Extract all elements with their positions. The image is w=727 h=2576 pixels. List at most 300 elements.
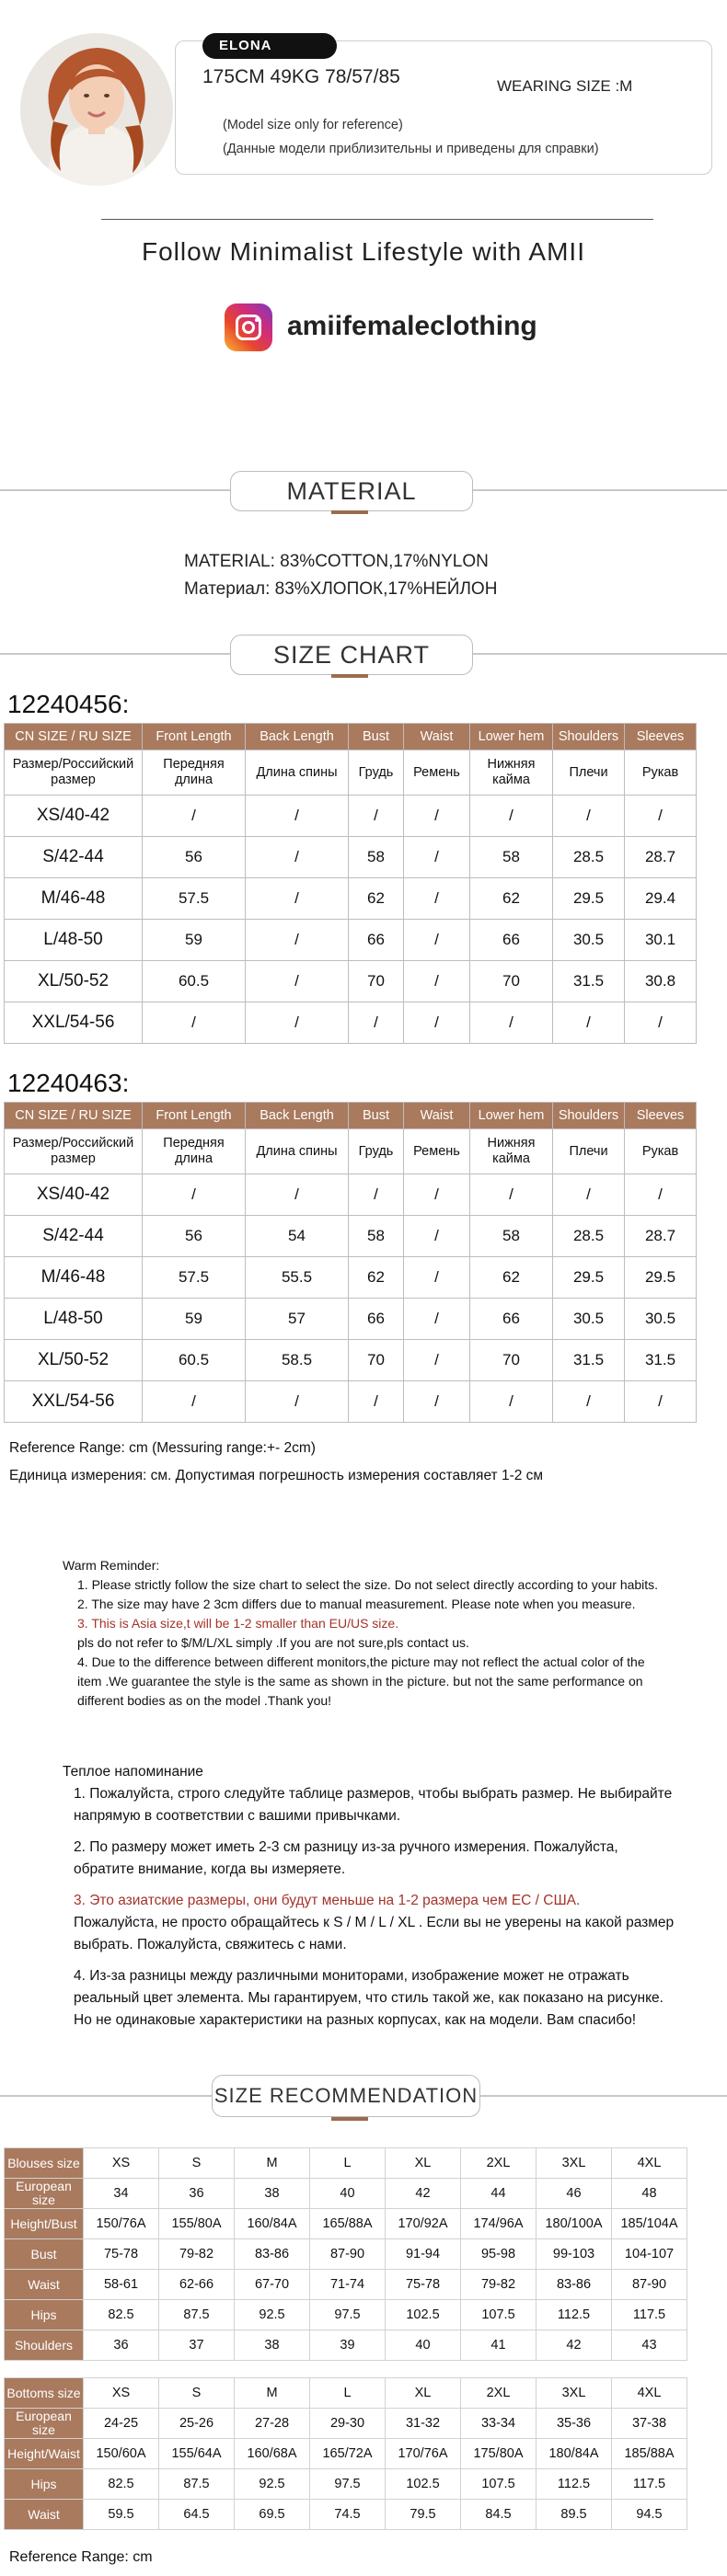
table-cell: L [310,2378,386,2409]
table-cell: 112.5 [537,2469,612,2500]
table-cell: 36 [84,2330,159,2361]
table-cell: 59 [143,920,246,961]
table-cell: 30.5 [553,920,625,961]
reminder-item: 4. Due to the difference between different monitors,the picture may not reflect the actual color of the item .We guarantee the style is the same as shown in the picture. but not the same performance on different bodies as on the model .Thank you! [77,1654,645,1708]
table-cell: 29.5 [625,1257,697,1299]
table-row [5,1216,697,1257]
warm-reminder-ru [63,1761,681,2032]
table-cell: 79-82 [159,2239,235,2270]
table-cell: 30.1 [625,920,697,961]
table-cell: 91-94 [386,2239,461,2270]
table-cell: 150/76A [84,2209,159,2239]
table-cell: 43 [612,2330,687,2361]
table-cell: 150/60A [84,2439,159,2469]
table-cell: 30.5 [625,1299,697,1340]
table-cell: 117.5 [612,2469,687,2500]
table-cell: 180/84A [537,2439,612,2469]
table-cell: 37 [159,2330,235,2361]
table-cell: 58.5 [246,1340,349,1381]
table-cell: / [404,1216,470,1257]
table-cell: XS [84,2378,159,2409]
table-cell: 82.5 [84,2300,159,2330]
table-cell: / [246,1381,349,1423]
table-cell: 29-30 [310,2409,386,2439]
reminder-item-highlight: 3. Это азиатские размеры, они будут меньше на 1-2 размера чем ЕС / США. [74,1893,581,1908]
size-label-cell: M/46-48 [5,878,143,920]
table-cell: 37-38 [612,2409,687,2439]
column-header-ru: Ремень [404,1129,470,1174]
table-cell: 3XL [537,2378,612,2409]
column-header: Lower hem [470,724,553,750]
column-header-ru: Нижняя кайма [470,750,553,796]
table-cell: 66 [349,1299,404,1340]
table-cell: / [404,920,470,961]
reference-range-ru: Единица измерения: см. Допустимая погрешность измерения составляет 1-2 см [9,1468,544,1483]
table-cell: 69.5 [235,2500,310,2530]
table-cell: / [246,1174,349,1216]
table-cell: / [143,1002,246,1044]
column-header: Lower hem [470,1103,553,1129]
row-label-cell: Hips [5,2469,84,2500]
table-cell: / [625,1002,697,1044]
column-header: Bust [349,724,404,750]
model-stats: 175CM 49KG 78/57/85 [202,66,400,87]
column-header-ru: Размер/Российский размер [5,750,143,796]
table-cell: 107.5 [461,2469,537,2500]
column-header-ru: Передняя длина [143,750,246,796]
wearing-size: WEARING SIZE :M [497,77,633,95]
table-row [5,1174,697,1216]
size-chart-header: SIZE CHART [230,635,473,675]
divider [101,219,653,220]
table-cell: / [470,1174,553,1216]
material-line-ru: Материал: 83%ХЛОПОК,17%НЕЙЛОН [184,579,498,599]
table-header-row [5,724,697,750]
size-chart-table-1 [4,723,697,1044]
table-cell: 40 [386,2330,461,2361]
size-label-cell: L/48-50 [5,920,143,961]
table-cell: 89.5 [537,2500,612,2530]
material-header: MATERIAL [230,471,473,511]
table-header-row [5,2148,687,2179]
table-cell: 33-34 [461,2409,537,2439]
table-cell: 28.5 [553,837,625,878]
table-cell: 55.5 [246,1257,349,1299]
column-header-ru: Ремень [404,750,470,796]
table-cell: / [553,1174,625,1216]
table-header-row-ru [5,1129,697,1174]
row-label-cell: Blouses size [5,2148,84,2179]
table-cell: 165/88A [310,2209,386,2239]
table-cell: 62-66 [159,2270,235,2300]
table-cell: 70 [349,961,404,1002]
table-cell: 58 [470,837,553,878]
column-header-ru: Длина спины [246,1129,349,1174]
table-cell: 46 [537,2179,612,2209]
table-cell: 24-25 [84,2409,159,2439]
column-header: Bust [349,1103,404,1129]
row-label-cell: Bottoms size [5,2378,84,2409]
table-cell: 95-98 [461,2239,537,2270]
product-code-2: 12240463: [7,1069,130,1097]
table-cell: 2XL [461,2148,537,2179]
bottoms-size-table [4,2377,687,2530]
column-header: CN SIZE / RU SIZE [5,1103,143,1129]
table-cell: 170/76A [386,2439,461,2469]
table-cell: 87.5 [159,2300,235,2330]
table-cell: 170/92A [386,2209,461,2239]
table-cell: / [404,1257,470,1299]
table-cell: / [404,961,470,1002]
table-cell: 185/88A [612,2439,687,2469]
size-label-cell: XS/40-42 [5,796,143,837]
table-cell: 97.5 [310,2300,386,2330]
slogan: Follow Minimalist Lifestyle with AMII [141,237,585,266]
table-cell: / [404,1299,470,1340]
table-row [5,2469,687,2500]
table-cell: 35-36 [537,2409,612,2439]
table-header-row [5,1103,697,1129]
reminder-item: 4. Из-за разницы между различными мониторами, изображение может не отражать реальный цвет элемента. Мы гарантируем, что стиль такой же, как показано на рисунке. Но не одинаковые характеристики на разных корпусах, как на модели. Вам спасибо! [74,1968,664,2028]
table-cell: 99-103 [537,2239,612,2270]
table-cell: 92.5 [235,2300,310,2330]
table-header-row [5,2378,687,2409]
model-avatar [20,33,173,186]
reminder-title: Теплое напоминание [63,1764,203,1780]
table-cell: 58-61 [84,2270,159,2300]
table-cell: 3XL [537,2148,612,2179]
table-cell: 40 [310,2179,386,2209]
column-header-ru: Длина спины [246,750,349,796]
table-cell: 29.5 [553,1257,625,1299]
table-cell: / [404,1340,470,1381]
table-cell: 185/104A [612,2209,687,2239]
table-cell: / [404,837,470,878]
warm-reminder-en [63,1556,670,1711]
instagram-icon [225,303,272,351]
table-cell: 42 [537,2330,612,2361]
recommendation-range: Reference Range: cm [9,2549,153,2565]
table-cell: 71-74 [310,2270,386,2300]
table-cell: 70 [470,1340,553,1381]
table-cell: 31.5 [553,1340,625,1381]
size-label-cell: M/46-48 [5,1257,143,1299]
reminder-item: Пожалуйста, не просто обращайтесь к S / M / L / XL . Если вы не уверены на какой размер выбрать. Пожалуйста, свяжитесь с нами. [74,1915,675,1952]
table-cell: / [470,796,553,837]
table-cell: 155/64A [159,2439,235,2469]
table-cell: 56 [143,837,246,878]
column-header: Front Length [143,1103,246,1129]
size-chart-table-2 [4,1102,697,1423]
table-row [5,2500,687,2530]
table-cell: 34 [84,2179,159,2209]
table-row [5,920,697,961]
size-label-cell: S/42-44 [5,1216,143,1257]
column-header-ru: Нижняя кайма [470,1129,553,1174]
table-cell: 4XL [612,2378,687,2409]
table-cell: / [553,1002,625,1044]
table-cell: 57.5 [143,1257,246,1299]
table-cell: / [470,1381,553,1423]
reference-range-en: Reference Range: cm (Messuring range:+- 2cm) [9,1440,316,1456]
product-code-1: 12240456: [7,690,130,718]
table-cell: XS [84,2148,159,2179]
table-row [5,2409,687,2439]
row-label-cell: European size [5,2409,84,2439]
table-cell: L [310,2148,386,2179]
model-note-en: (Model size only for reference) [223,118,403,132]
table-row [5,2330,687,2361]
table-row [5,1340,697,1381]
table-cell: / [625,1174,697,1216]
table-row [5,1002,697,1044]
table-cell: 48 [612,2179,687,2209]
column-header: Shoulders [553,1103,625,1129]
table-cell: 66 [349,920,404,961]
column-header: Back Length [246,1103,349,1129]
table-cell: / [553,796,625,837]
table-cell: 87.5 [159,2469,235,2500]
column-header: Shoulders [553,724,625,750]
table-row [5,2209,687,2239]
row-label-cell: Height/Waist [5,2439,84,2469]
table-cell: 62 [349,878,404,920]
table-row [5,1257,697,1299]
column-header: Back Length [246,724,349,750]
header-underline [331,2117,368,2121]
row-label-cell: Waist [5,2270,84,2300]
row-label-cell: Hips [5,2300,84,2330]
table-cell: / [349,1174,404,1216]
table-cell: 38 [235,2330,310,2361]
table-cell: 39 [310,2330,386,2361]
table-cell: 84.5 [461,2500,537,2530]
column-header: Front Length [143,724,246,750]
table-cell: / [404,878,470,920]
table-cell: 60.5 [143,1340,246,1381]
table-cell: / [349,1002,404,1044]
table-cell: 87-90 [310,2239,386,2270]
row-label-cell: Bust [5,2239,84,2270]
table-cell: / [246,837,349,878]
table-cell: 42 [386,2179,461,2209]
table-cell: / [246,961,349,1002]
column-header: Sleeves [625,1103,697,1129]
column-header-ru: Грудь [349,1129,404,1174]
table-cell: 31-32 [386,2409,461,2439]
column-header-ru: Плечи [553,750,625,796]
table-cell: 58 [349,837,404,878]
table-cell: 57.5 [143,878,246,920]
table-cell: 58 [470,1216,553,1257]
table-row [5,2439,687,2469]
table-cell: 104-107 [612,2239,687,2270]
table-cell: 29.4 [625,878,697,920]
table-row [5,2270,687,2300]
table-cell: 44 [461,2179,537,2209]
table-cell: 83-86 [235,2239,310,2270]
table-cell: 60.5 [143,961,246,1002]
instagram-handle[interactable]: amiifemaleclothing [287,311,537,341]
size-label-cell: XL/50-52 [5,1340,143,1381]
column-header: Waist [404,724,470,750]
table-cell: XL [386,2148,461,2179]
table-cell: / [625,1381,697,1423]
row-label-cell: Shoulders [5,2330,84,2361]
table-cell: S [159,2148,235,2179]
table-cell: M [235,2378,310,2409]
header-underline [331,510,368,514]
table-row [5,796,697,837]
model-note-ru: (Данные модели приблизительны и приведены для справки) [223,142,599,156]
header-underline [331,674,368,678]
table-cell: 102.5 [386,2469,461,2500]
table-cell: 30.8 [625,961,697,1002]
reminder-item: pls do not refer to $/M/L/XL simply .If you are not sure,pls contact us. [77,1635,469,1650]
size-label-cell: S/42-44 [5,837,143,878]
table-row [5,961,697,1002]
size-label-cell: L/48-50 [5,1299,143,1340]
size-label-cell: XXL/54-56 [5,1381,143,1423]
reminder-item: 2. The size may have 2 3cm differs due to manual measurement. Please note when you measure. [77,1597,636,1611]
table-row [5,2300,687,2330]
reminder-title: Warm Reminder: [63,1558,160,1573]
table-cell: 28.5 [553,1216,625,1257]
table-cell: 160/84A [235,2209,310,2239]
table-cell: 175/80A [461,2439,537,2469]
table-cell: 28.7 [625,837,697,878]
size-label-cell: XXL/54-56 [5,1002,143,1044]
table-cell: / [246,878,349,920]
table-cell: 70 [470,961,553,1002]
table-cell: 97.5 [310,2469,386,2500]
table-cell: 62 [349,1257,404,1299]
table-cell: / [470,1002,553,1044]
table-cell: 2XL [461,2378,537,2409]
column-header-ru: Размер/Российский размер [5,1129,143,1174]
column-header: Waist [404,1103,470,1129]
table-cell: 174/96A [461,2209,537,2239]
blouses-size-table [4,2147,687,2361]
table-cell: 180/100A [537,2209,612,2239]
table-row [5,2239,687,2270]
table-cell: / [246,1002,349,1044]
table-cell: 31.5 [625,1340,697,1381]
table-cell: 54 [246,1216,349,1257]
size-label-cell: XL/50-52 [5,961,143,1002]
reminder-item: 1. Please strictly follow the size chart to select the size. Do not select directly according to your habits. [77,1577,659,1592]
table-cell: XL [386,2378,461,2409]
table-cell: 66 [470,1299,553,1340]
table-cell: 64.5 [159,2500,235,2530]
table-cell: 62 [470,878,553,920]
table-cell: 62 [470,1257,553,1299]
table-cell: / [404,1174,470,1216]
column-header-ru: Рукав [625,750,697,796]
table-cell: 165/72A [310,2439,386,2469]
table-cell: 59 [143,1299,246,1340]
table-cell: 31.5 [553,961,625,1002]
column-header: Sleeves [625,724,697,750]
table-cell: / [404,1381,470,1423]
table-cell: 27-28 [235,2409,310,2439]
table-cell: / [404,796,470,837]
table-cell: 25-26 [159,2409,235,2439]
table-row [5,878,697,920]
table-cell: 66 [470,920,553,961]
table-cell: 70 [349,1340,404,1381]
table-row [5,1381,697,1423]
table-cell: 36 [159,2179,235,2209]
table-cell: 83-86 [537,2270,612,2300]
table-cell: / [143,796,246,837]
column-header-ru: Плечи [553,1129,625,1174]
table-cell: 74.5 [310,2500,386,2530]
table-cell: 41 [461,2330,537,2361]
reminder-item: 2. По размеру может иметь 2-3 см разницу из-за ручного измерения. Пожалуйста, обратите внимание, когда вы измеряете. [74,1839,618,1877]
material-line-en: MATERIAL: 83%COTTON,17%NYLON [184,552,489,571]
table-cell: 87-90 [612,2270,687,2300]
size-recommendation-header: SIZE RECOMMENDATION [212,2075,480,2117]
table-cell: 38 [235,2179,310,2209]
row-label-cell: Height/Bust [5,2209,84,2239]
table-cell: 155/80A [159,2209,235,2239]
column-header-ru: Передняя длина [143,1129,246,1174]
table-cell: 107.5 [461,2300,537,2330]
column-header-ru: Грудь [349,750,404,796]
table-cell: 59.5 [84,2500,159,2530]
table-cell: 67-70 [235,2270,310,2300]
column-header: CN SIZE / RU SIZE [5,724,143,750]
table-cell: M [235,2148,310,2179]
table-cell: 56 [143,1216,246,1257]
table-cell: 75-78 [386,2270,461,2300]
table-cell: / [246,796,349,837]
table-cell: 79.5 [386,2500,461,2530]
table-cell: 4XL [612,2148,687,2179]
table-cell: 29.5 [553,878,625,920]
reminder-item: 1. Пожалуйста, строго следуйте таблице размеров, чтобы выбрать размер. Не выбирайте напрямую в соответствии с вашими привычками. [74,1786,673,1824]
table-cell: 58 [349,1216,404,1257]
table-cell: 102.5 [386,2300,461,2330]
table-cell: 28.7 [625,1216,697,1257]
model-name-badge: ELONA [202,33,337,59]
table-cell: / [404,1002,470,1044]
row-label-cell: European size [5,2179,84,2209]
size-label-cell: XS/40-42 [5,1174,143,1216]
table-cell: / [625,796,697,837]
table-cell: 57 [246,1299,349,1340]
table-row [5,837,697,878]
table-cell: / [553,1381,625,1423]
table-header-row-ru [5,750,697,796]
table-cell: 160/68A [235,2439,310,2469]
reminder-item-highlight: 3. This is Asia size,t will be 1-2 smaller than EU/US size. [77,1616,399,1631]
table-cell: / [143,1174,246,1216]
table-cell: 79-82 [461,2270,537,2300]
column-header-ru: Рукав [625,1129,697,1174]
table-cell: 112.5 [537,2300,612,2330]
table-cell: / [349,1381,404,1423]
table-cell: / [143,1381,246,1423]
table-cell: 92.5 [235,2469,310,2500]
row-label-cell: Waist [5,2500,84,2530]
table-cell: 82.5 [84,2469,159,2500]
table-cell: 75-78 [84,2239,159,2270]
table-cell: 117.5 [612,2300,687,2330]
table-row [5,1299,697,1340]
table-cell: 30.5 [553,1299,625,1340]
